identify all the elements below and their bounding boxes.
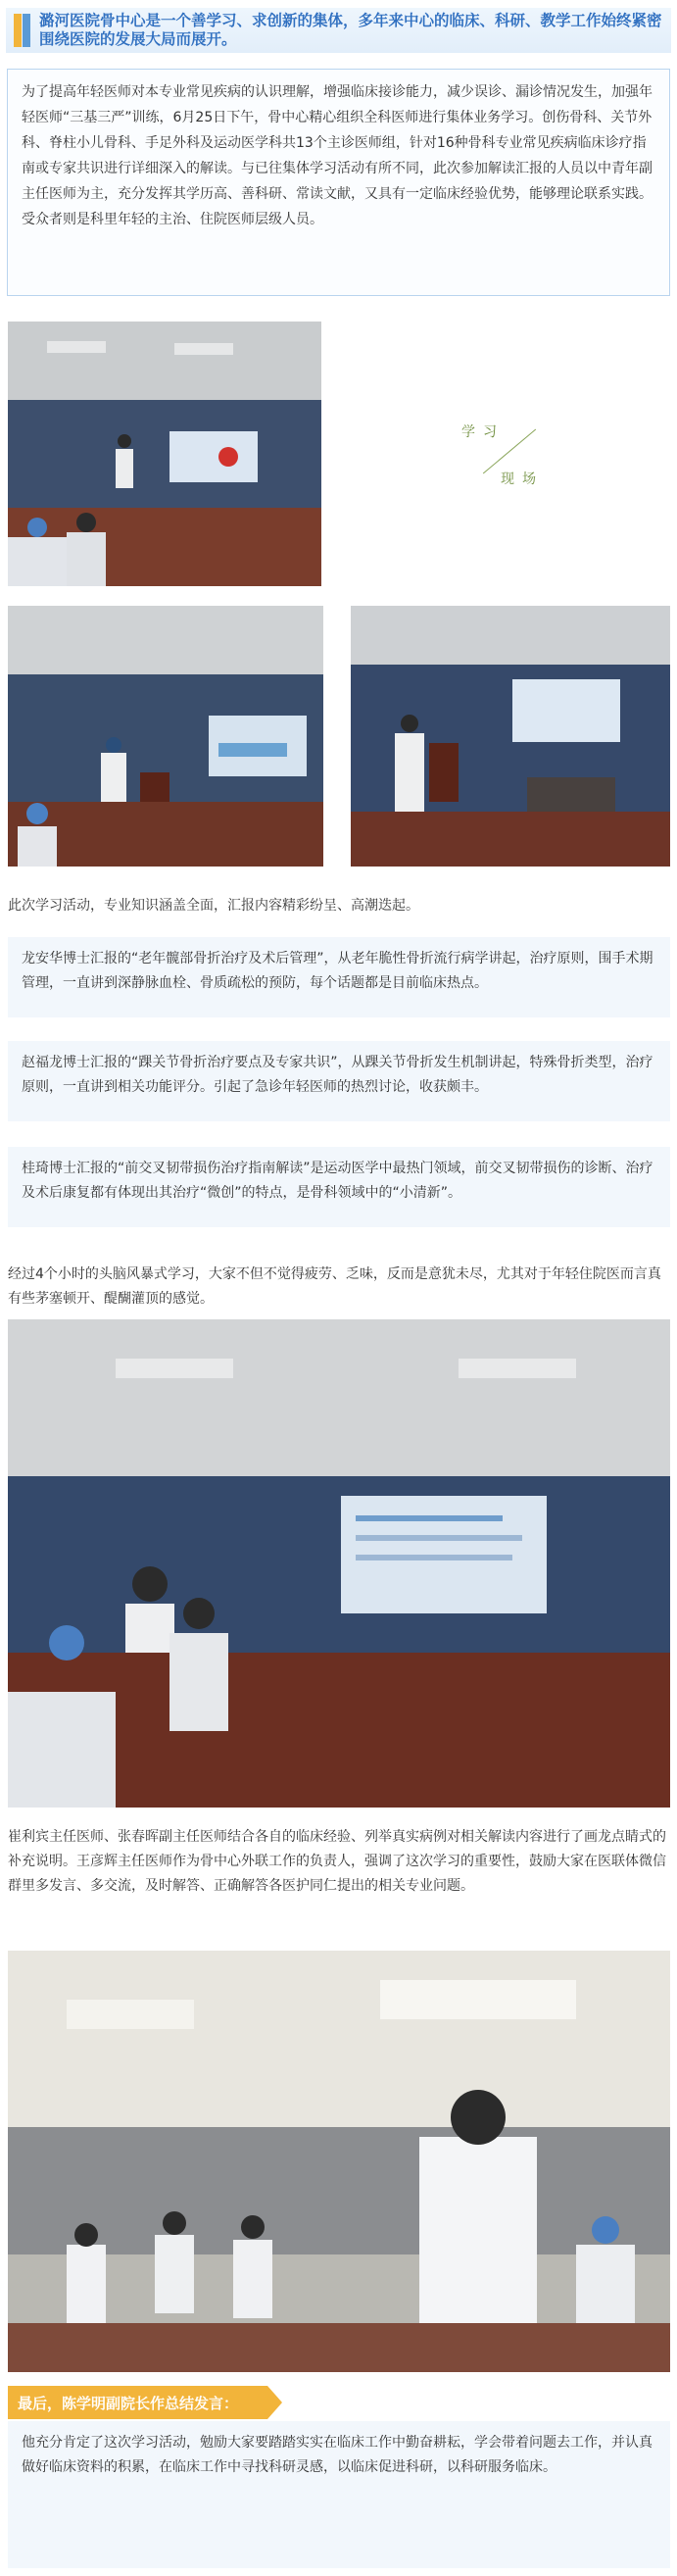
decor-study-onsite: [446, 408, 563, 496]
report-card-3: 桂琦博士汇报的“前交叉韧带损伤治疗指南解读”是运动医学中最热门领域，前交叉韧带损伤的诊断、治疗及术后康复都有体现出其治疗“微创”的特点，是骨科领域中的“小清新”。: [8, 1147, 670, 1227]
photo-lecture-1: [8, 322, 321, 586]
header-banner: [6, 8, 671, 53]
closing-text: 他充分肯定了这次学习活动，勉励大家要踏踏实实在临床工作中勤奋耕耘，学会带着问题去工作，并认真做好临床资料的积累，在临床工作中寻找科研灵感，以临床促进科研，以科研服务临床。: [8, 2421, 670, 2568]
report-card-1: 龙安华博士汇报的“老年髋部骨折治疗及术后管理”，从老年脆性骨折流行病学讲起，治疗原则，围手术期管理，一直讲到深静脉血栓、骨质疏松的预防，每个话题都是目前临床热点。: [8, 937, 670, 1017]
summary-2: 经过4个小时的头脑风暴式学习，大家不但不觉得疲劳、乏味，反而是意犹未尽，尤其对于年轻住院医而言真有些茅塞顿开、醍醐灌顶的感觉。: [8, 1266, 661, 1307]
decor-word-study: 学习: [461, 424, 505, 440]
header-title: 潞河医院骨中心是一个善学习、求创新的集体，多年来中心的临床、科研、教学工作始终紧密围绕医院的发展大局而展开。: [39, 12, 662, 48]
summary-1: 此次学习活动，专业知识涵盖全面，汇报内容精彩纷呈、高潮迭起。: [8, 898, 419, 914]
photo-lecture-2: [8, 606, 323, 867]
report-card-2: 赵福龙博士汇报的“踝关节骨折治疗要点及专家共识”，从踝关节骨折发生机制讲起，特殊骨折类型，治疗原则，一直讲到相关功能评分。引起了急诊年轻医师的热烈讨论，收获颇丰。: [8, 1041, 670, 1121]
closing-title: 最后，陈学明副院长作总结发言：: [18, 2395, 239, 2412]
photo-speaker: [8, 1951, 670, 2372]
closing-title-banner: [8, 2386, 670, 2419]
intro-box: [7, 69, 670, 296]
photo-discussion: [8, 1319, 670, 1808]
header-accent-bar-blue: [23, 14, 30, 47]
intro-text: 为了提高年轻医师对本专业常见疾病的认识理解，增强临床接诊能力，减少误诊、漏诊情况发生，加强年轻医师“三基三严”训练，6月25日下午，骨中心精心组织全科医师进行集体业务学习。创伤骨科、关节外科、脊柱小儿骨科、手足外科及运动医学科共13个主诊医师组，针对16种骨科专业常见疾病临床诊疗指南或专家共识进行详细深入的解读。与已往集体学习活动有所不同，此次参加解读汇报的人员以中青年副主任医师为主，充分发挥其学历高、善科研、常读文献，又具有一定临床经验优势，能够理论联系实践。受众者则是科里年轻的主治、住院医师层级人员。: [22, 84, 653, 227]
decor-word-onsite: 现场: [501, 471, 544, 487]
header-accent-bar: [14, 14, 22, 47]
photo-lecture-3: [351, 606, 670, 867]
summary-3: 崔利宾主任医师、张春晖副主任医师结合各自的临床经验、列举真实病例对相关解读内容进行了画龙点睛式的补充说明。王彦辉主任医师作为骨中心外联工作的负责人，强调了这次学习的重要性，鼓励大家在医联体微信群里多发言、多交流，及时解答、正确解答各医护同仁提出的相关专业问题。: [8, 1829, 666, 1894]
